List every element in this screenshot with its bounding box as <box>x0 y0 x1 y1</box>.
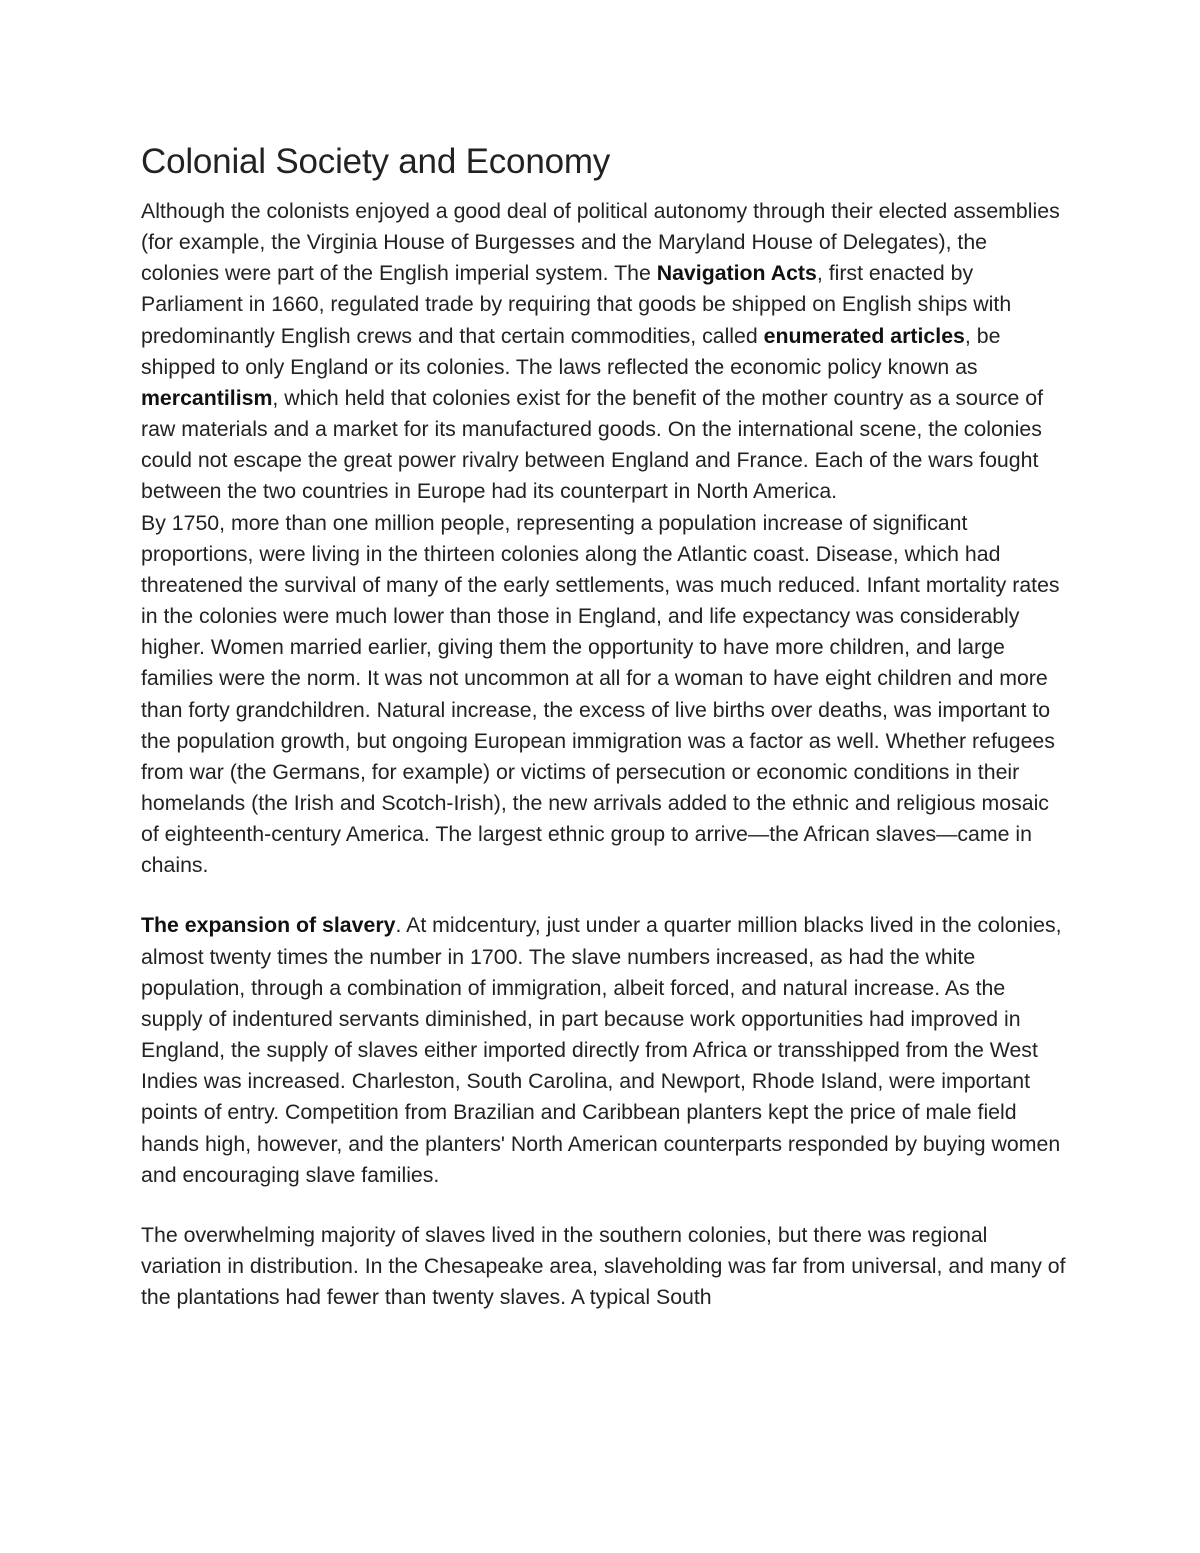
text-run: . At midcentury, just under a quarter million blacks lived in the colonies, almost twenty times the number in 1700. The slave numbers increased, as had the white population, through a combination of immigration, albeit forced, and natural increase. As the supply of indentured servants diminished, in part because work opportunities had improved in England, the supply of slaves either imported directly from Africa or transshipped from the West Indies was increased. Charleston, South Carolina, and Newport, Rhode Island, were important points of entry. Competition from Brazilian and Caribbean planters kept the price of male field hands high, however, and the planters' North American counterparts responded by buying women and encouraging slave families. <box>141 913 1062 1187</box>
term-enumerated-articles: enumerated articles <box>763 323 965 348</box>
text-run: , first enacted by Parliament in 1660, regulated trade by requiring that goods be shipped on English ships with predominantly English crews and that certain commodities, called <box>141 261 1012 348</box>
text-run: The overwhelming majority of slaves lived in the southern colonies, but there was regional variation in distribution. In the Chesapeake area, slaveholding was far from universal, and many of the plantations had fewer than twenty slaves. A typical South <box>141 1222 1066 1310</box>
page-title: Colonial Society and Economy <box>141 142 611 181</box>
term-mercantilism: mercantilism <box>141 385 273 410</box>
heading-expansion-of-slavery: The expansion of slavery <box>141 913 396 938</box>
text-run: Although the colonists enjoyed a good deal of political autonomy through their elected assemblies (for example, the Virginia House of Burgesses and the Maryland House of Delegates), the colonies were part of the English imperial system. The <box>141 199 1060 286</box>
text-run: , which held that colonies exist for the benefit of the mother country as a source of raw materials and a market for its manufactured goods. On the international scene, the colonies could not escape the great power rivalry between England and France. Each of the wars fought between the two countries in Europe had its counterpart in North America. <box>141 385 1044 504</box>
text-run: , be shipped to only England or its colonies. The laws reflected the economic policy known as <box>141 323 1001 379</box>
paragraph-expansion-of-slavery <box>141 910 1066 1190</box>
paragraph-regional-variation <box>141 1220 1066 1313</box>
paragraph-population <box>141 508 1066 882</box>
paragraph-navigation-acts <box>141 196 1066 508</box>
document-page <box>141 138 1066 1313</box>
text-run: By 1750, more than one million people, representing a population increase of significant proportions, were living in the thirteen colonies along the Atlantic coast. Disease, which had threatened the survival of many of the early settlements, was much reduced. Infant mortality rates in the colonies were much lower than those in England, and life expectancy was considerably higher. Women married earlier, giving them the opportunity to have more children, and large families were the norm. It was not uncommon at all for a woman to have eight children and more than forty grandchildren. Natural increase, the excess of live births over deaths, was important to the population growth, but ongoing European immigration was a factor as well. Whether refugees from war (the Germans, for example) or victims of persecution or economic conditions in their homelands (the Irish and Scotch-Irish), the new arrivals added to the ethnic and religious mosaic of eighteenth-century America. The largest ethnic group to arrive—the African slaves—came in chains. <box>141 510 1060 878</box>
term-navigation-acts: Navigation Acts <box>656 261 817 286</box>
